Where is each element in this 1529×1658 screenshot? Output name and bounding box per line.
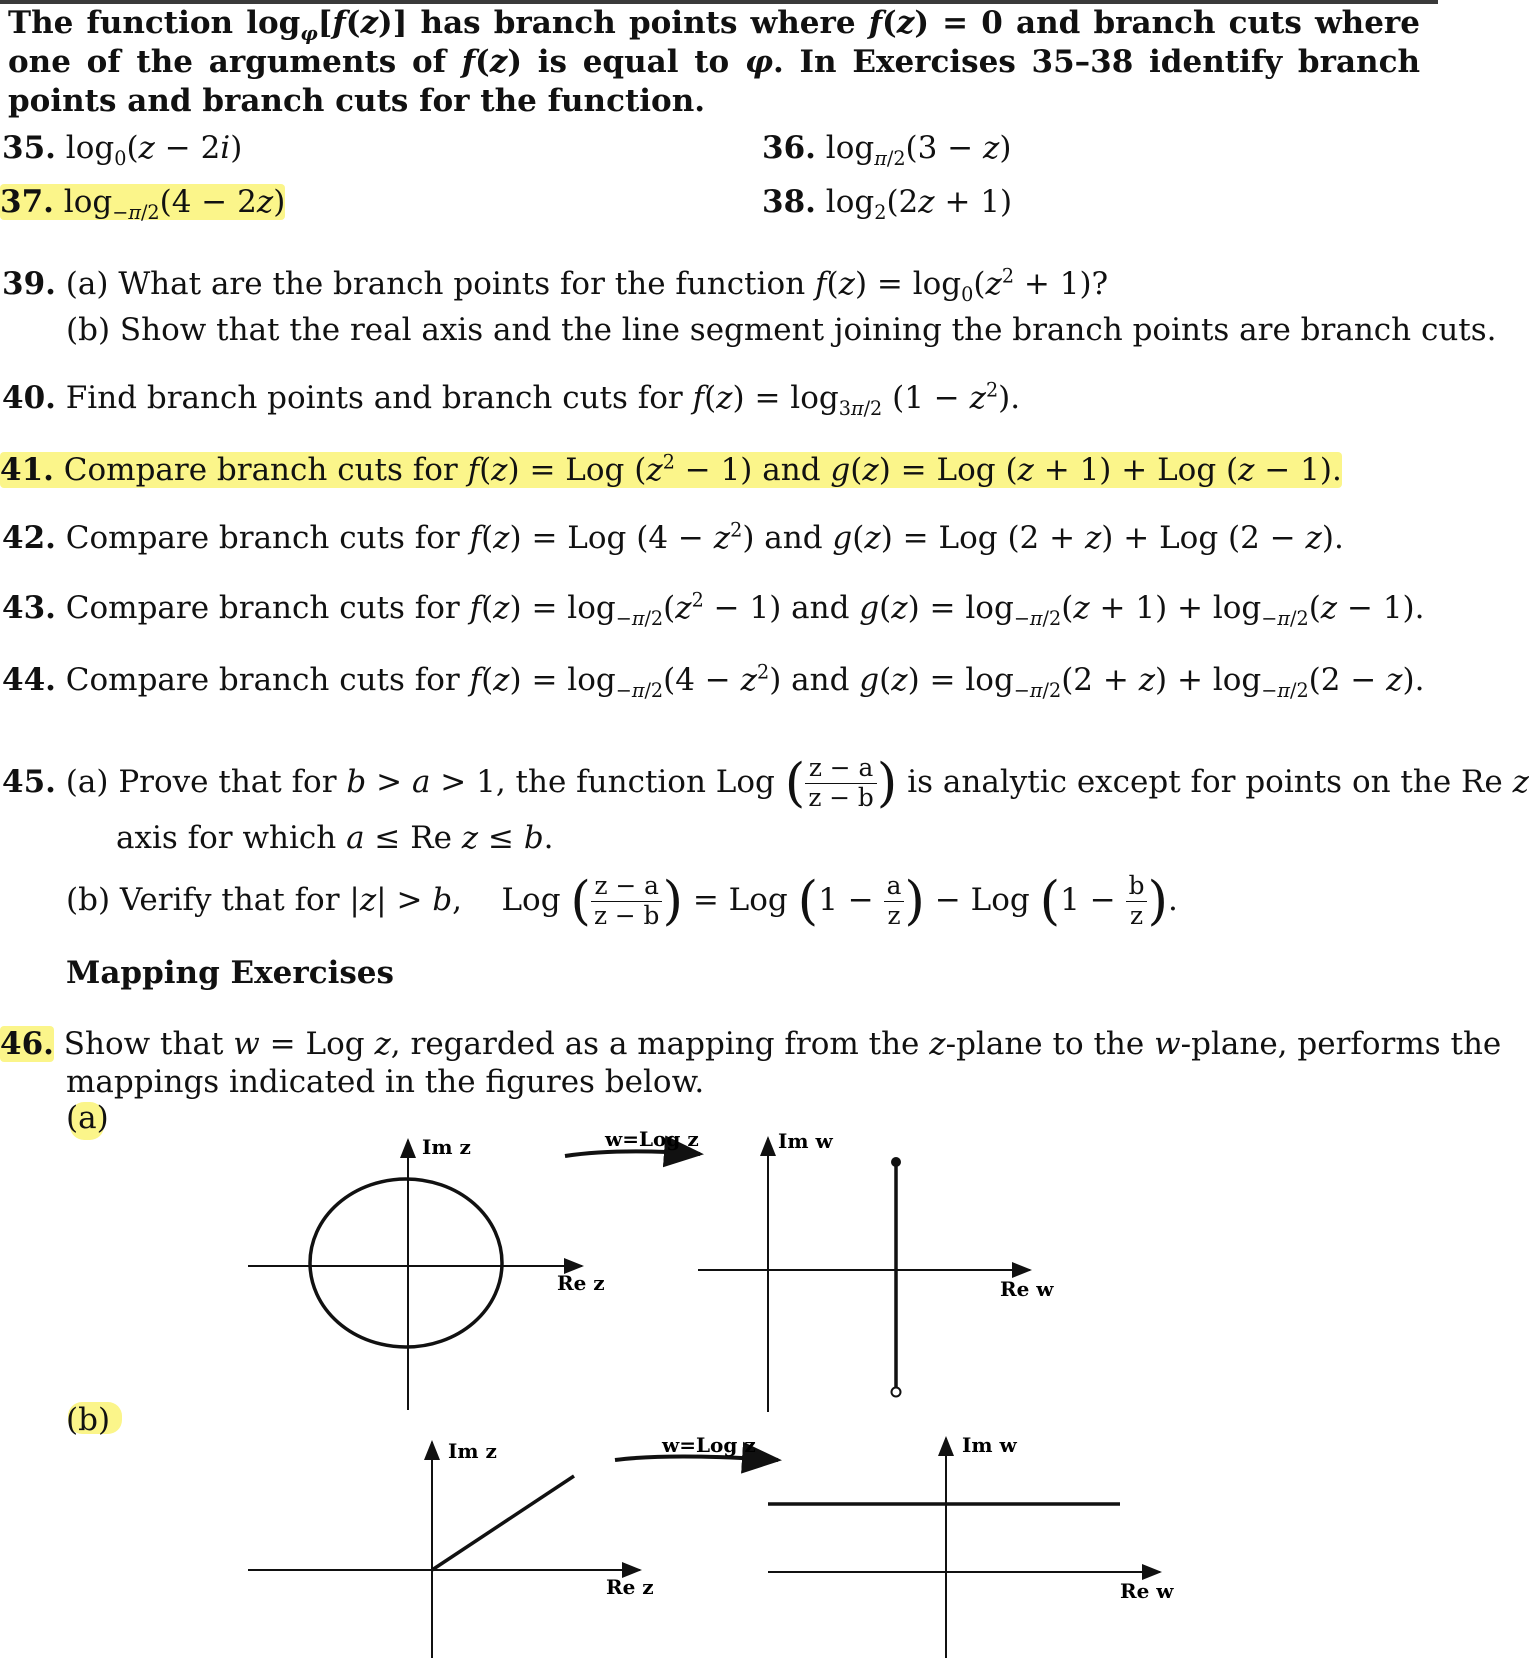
exercise-38: 38. $\log_2(2z + 1)$ [762, 184, 1013, 225]
mapping-label: w=Log z [662, 1433, 756, 1457]
intro-paragraph: The function $\log_\varphi[f(z)]$ has branch points where f(z) = 0 and branch cuts where one of the arguments of f(z) is equal to φ. In Exercises 35–38 identify branch points and branch cuts for the function. [8, 5, 1420, 119]
exercise-42: 42. Compare branch cuts for f(z) = Log $(4 - z^2)$ and g(z) = Log (2 + z) + Log (2 − z). [2, 518, 1344, 556]
z-im-label: Im z [448, 1439, 497, 1463]
z-re-label: Re z [606, 1575, 654, 1599]
ray-from-origin [432, 1476, 574, 1570]
open-endpoint [892, 1388, 901, 1397]
z-re-label: Re z [557, 1271, 605, 1295]
exercise-46-line2: mappings indicated in the figures below. [66, 1064, 705, 1100]
exercise-41: 41. Compare branch cuts for f(z) = Log $(z^2 - 1)$ and g(z) = Log (z + 1) + Log (z − 1). [0, 450, 1342, 488]
mapping-arrow [615, 1457, 778, 1461]
exercise-37: 37. $\log_{-\pi/2}(4 - 2z)$ [0, 184, 286, 225]
exercise-35: 35. $\log_0(z - 2i)$ [2, 130, 243, 171]
w-im-label: Im w [962, 1433, 1017, 1457]
w-re-label: Re w [1120, 1579, 1174, 1603]
exercise-39a: 39. (a) What are the branch points for the function $f(z) = \log_0(z^2 + 1)$? [2, 264, 1109, 307]
exercise-43: 43. Compare branch cuts for $f(z) = \log_{-\pi/2}(z^2 - 1)$ and $g(z) = \log_{-\pi/2}(z + 1) + \log_{-\pi/2}(z - 1)$. [2, 588, 1425, 631]
exercise-40: 40. Find branch points and branch cuts for $f(z) = \log_{3\pi/2} (1 - z^2)$. [2, 378, 1021, 421]
closed-endpoint [891, 1157, 901, 1167]
mapping-label: w=Log z [605, 1127, 699, 1151]
z-im-label: Im z [422, 1135, 471, 1159]
mapping-arrow [565, 1151, 700, 1156]
exercise-44: 44. Compare branch cuts for $f(z) = \log_{-\pi/2}(4 - z^2)$ and $g(z) = \log_{-\pi/2}(2 + z) + \log_{-\pi/2}(2 - z)$. [2, 660, 1425, 703]
figure-a-label: (a) [66, 1100, 109, 1136]
exercise-36: 36. $\log_{\pi/2}(3 - z)$ [762, 130, 1012, 171]
exercise-39b: (b) Show that the real axis and the line segment joining the branch points are branch cuts. [66, 312, 1497, 348]
figure-a [230, 1120, 1080, 1420]
exercise-45a-cont: axis for which a ≤ Re z ≤ b. [116, 820, 554, 856]
unit-circle [310, 1179, 502, 1347]
figure-b [230, 1420, 1200, 1658]
section-heading: Mapping Exercises [66, 955, 394, 991]
exercise-45b: (b) Verify that for |z| > b, Log ( $\frac{z - a}{z - b}$ ) = Log (1 − $\frac{a}{z}$ ) − Log (1 − $\frac{b}{z}$ ). [66, 870, 1178, 932]
w-re-label: Re w [1000, 1277, 1054, 1301]
exercise-46-line1: 46. Show that w = Log z, regarded as a mapping from the z-plane to the w-plane, performs the [0, 1026, 1502, 1062]
figure-b-label: (b) [66, 1402, 111, 1438]
exercise-45a: 45. (a) Prove that for b > a > 1, the function Log ( $\frac{z - a}{z - b}$ ) is analytic except for points on the Re z [2, 752, 1529, 814]
w-im-label: Im w [778, 1129, 833, 1153]
